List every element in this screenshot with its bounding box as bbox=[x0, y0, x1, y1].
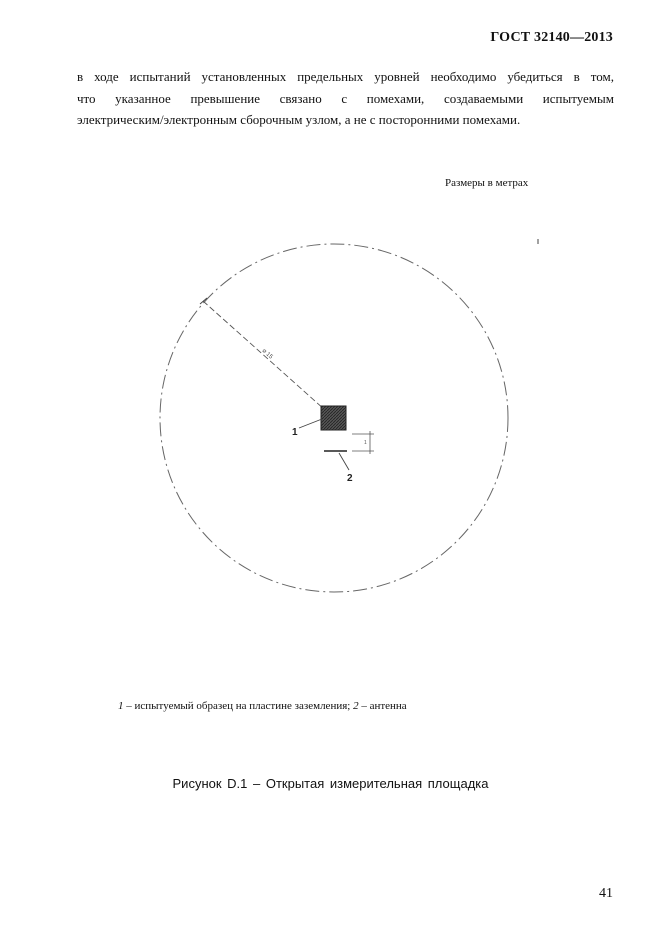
radius-label: ⌀ 15 bbox=[260, 348, 274, 361]
label-2: 2 bbox=[347, 473, 353, 484]
figure-legend bbox=[118, 700, 407, 712]
device-under-test bbox=[321, 406, 346, 430]
page-number: 41 bbox=[599, 886, 613, 901]
legend-num-2: 2 bbox=[353, 700, 359, 712]
document-header: ГОСТ 32140—2013 bbox=[490, 30, 613, 45]
figure-caption: Рисунок D.1 – Открытая измерительная площадка bbox=[172, 776, 489, 791]
distance-label: 1 bbox=[364, 440, 367, 446]
label-1: 1 bbox=[292, 427, 298, 438]
legend-text-1: – испытуемый образец на пластине заземления; bbox=[123, 700, 354, 712]
paragraph-line: электрическим/электронным сборочным узлом, а не с посторонними помехами. bbox=[77, 112, 521, 127]
leader-1 bbox=[299, 419, 322, 428]
paragraph-line: что указанное превышение связано с помехами, создаваемыми испытуемым bbox=[77, 90, 614, 106]
paragraph-line: в ходе испытаний установленных предельных уровней необходимо убедиться в том, bbox=[77, 69, 614, 84]
legend-text-2: – антенна bbox=[358, 700, 407, 712]
units-note: Размеры в метрах bbox=[445, 177, 529, 189]
leader-2 bbox=[339, 453, 349, 470]
legend-num-1: 1 bbox=[118, 700, 124, 712]
